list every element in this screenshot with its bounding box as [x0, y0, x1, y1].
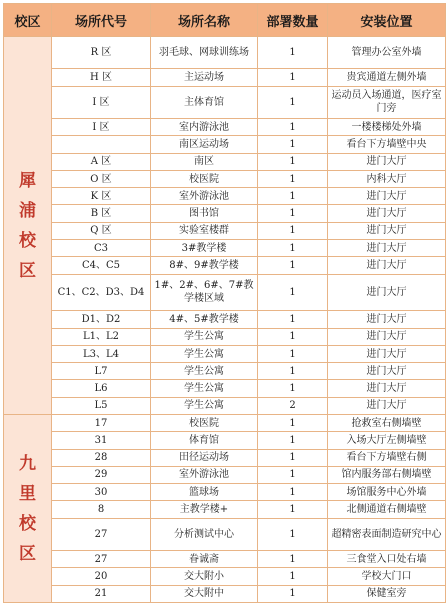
table-row: [4, 119, 446, 136]
table-row: [4, 501, 446, 518]
install-location-cell: 进门大厅: [328, 240, 446, 257]
header-site-code: 场所代号: [52, 4, 151, 37]
site-code-cell: 8: [52, 501, 151, 518]
table-row: [4, 518, 446, 550]
quantity-cell: 1: [258, 415, 328, 432]
quantity-cell: 1: [258, 501, 328, 518]
install-location-cell: 进门大厅: [328, 397, 446, 414]
quantity-cell: 1: [258, 328, 328, 345]
site-code-cell: 21: [52, 585, 151, 602]
site-name-cell: 1#、2#、6#、7#教学楼区域: [151, 274, 258, 311]
table-row: [4, 274, 446, 311]
table-row: [4, 397, 446, 414]
site-code-cell: L1、L2: [52, 328, 151, 345]
install-location-cell: 贵宾通道左侧外墙: [328, 69, 446, 86]
quantity-cell: 1: [258, 257, 328, 274]
table-row: [4, 585, 446, 602]
quantity-cell: 1: [258, 240, 328, 257]
site-name-cell: 实验室楼群: [151, 222, 258, 239]
campus-label-char: 区: [19, 260, 36, 281]
table-row: [4, 432, 446, 449]
site-code-cell: 30: [52, 484, 151, 501]
header-campus: 校区: [4, 4, 52, 37]
site-name-cell: 南区: [151, 153, 258, 170]
install-location-cell: 进门大厅: [328, 380, 446, 397]
install-location-cell: 进门大厅: [328, 222, 446, 239]
site-name-cell: 校医院: [151, 170, 258, 187]
site-code-cell: 27: [52, 551, 151, 568]
install-location-cell: 北侧通道右侧墙壁: [328, 501, 446, 518]
quantity-cell: 1: [258, 518, 328, 550]
table-row: [4, 311, 446, 328]
quantity-cell: 2: [258, 397, 328, 414]
table-row: [4, 380, 446, 397]
quantity-cell: 1: [258, 86, 328, 118]
site-code-cell: D1、D2: [52, 311, 151, 328]
quantity-cell: 1: [258, 585, 328, 602]
site-name-cell: 学生公寓: [151, 397, 258, 414]
install-location-cell: 超精密表面制造研究中心: [328, 518, 446, 550]
campus-label-char: 九: [19, 453, 36, 474]
site-name-cell: 4#、5#教学楼: [151, 311, 258, 328]
install-location-cell: 三食堂入口处右墙: [328, 551, 446, 568]
quantity-cell: 1: [258, 69, 328, 86]
site-code-cell: I 区: [52, 86, 151, 118]
install-location-cell: 进门大厅: [328, 257, 446, 274]
install-location-cell: 进门大厅: [328, 153, 446, 170]
site-name-cell: 学生公寓: [151, 345, 258, 362]
quantity-cell: 1: [258, 345, 328, 362]
header-quantity: 部署数量: [258, 4, 328, 37]
site-code-cell: Q 区: [52, 222, 151, 239]
table-row: [4, 86, 446, 118]
site-name-cell: 分析测试中心: [151, 518, 258, 550]
site-name-cell: 校医院: [151, 415, 258, 432]
site-name-cell: 8#、9#教学楼: [151, 257, 258, 274]
install-location-cell: 内科大厅: [328, 170, 446, 187]
quantity-cell: 1: [258, 432, 328, 449]
header-site-name: 场所名称: [151, 4, 258, 37]
table-row: [4, 568, 446, 585]
table-row: [4, 205, 446, 222]
campus-label-char: 区: [19, 543, 36, 564]
site-code-cell: L7: [52, 363, 151, 380]
site-code-cell: C3: [52, 240, 151, 257]
site-name-cell: 田径运动场: [151, 449, 258, 466]
install-location-cell: 场馆服务中心外墙: [328, 484, 446, 501]
quantity-cell: 1: [258, 188, 328, 205]
site-code-cell: L6: [52, 380, 151, 397]
header-row: [4, 4, 446, 37]
quantity-cell: 1: [258, 119, 328, 136]
quantity-cell: 1: [258, 466, 328, 483]
site-name-cell: 交大附小: [151, 568, 258, 585]
site-name-cell: 主体育馆: [151, 86, 258, 118]
deployment-table-container: [3, 3, 445, 603]
site-code-cell: O 区: [52, 170, 151, 187]
site-code-cell: 31: [52, 432, 151, 449]
table-row: [4, 484, 446, 501]
install-location-cell: 抢救室右侧墙壁: [328, 415, 446, 432]
quantity-cell: 1: [258, 568, 328, 585]
site-code-cell: L5: [52, 397, 151, 414]
install-location-cell: 管理办公室外墙: [328, 37, 446, 69]
site-code-cell: I 区: [52, 119, 151, 136]
install-location-cell: 进门大厅: [328, 274, 446, 311]
campus-label: [4, 415, 52, 603]
table-row: [4, 240, 446, 257]
install-location-cell: 进门大厅: [328, 345, 446, 362]
site-code-cell: H 区: [52, 69, 151, 86]
deployment-table: [3, 3, 446, 603]
site-name-cell: 室外游泳池: [151, 188, 258, 205]
site-name-cell: 南区运动场: [151, 136, 258, 153]
quantity-cell: 1: [258, 380, 328, 397]
install-location-cell: 进门大厅: [328, 205, 446, 222]
campus-label-char: 犀: [19, 170, 36, 191]
install-location-cell: 进门大厅: [328, 311, 446, 328]
table-row: [4, 551, 446, 568]
site-name-cell: 学生公寓: [151, 363, 258, 380]
header-install-location: 安装位置: [328, 4, 446, 37]
table-row: [4, 415, 446, 432]
site-name-cell: 3#教学楼: [151, 240, 258, 257]
table-body: [4, 37, 446, 603]
site-code-cell: A 区: [52, 153, 151, 170]
quantity-cell: 1: [258, 551, 328, 568]
install-location-cell: 馆内服务部右侧墙壁: [328, 466, 446, 483]
quantity-cell: 1: [258, 311, 328, 328]
install-location-cell: 入场大厅左侧墙壁: [328, 432, 446, 449]
site-name-cell: 室内游泳池: [151, 119, 258, 136]
quantity-cell: 1: [258, 274, 328, 311]
install-location-cell: 看台下方墙壁中央: [328, 136, 446, 153]
site-code-cell: C1、C2、D3、D4: [52, 274, 151, 311]
install-location-cell: 运动员入场通道，医疗室门旁: [328, 86, 446, 118]
campus-label-char: 浦: [19, 200, 36, 221]
campus-label-char: 校: [19, 230, 36, 251]
site-name-cell: 体育馆: [151, 432, 258, 449]
campus-label: [4, 37, 52, 415]
install-location-cell: 进门大厅: [328, 363, 446, 380]
quantity-cell: 1: [258, 170, 328, 187]
site-code-cell: 28: [52, 449, 151, 466]
table-row: [4, 466, 446, 483]
quantity-cell: 1: [258, 136, 328, 153]
table-row: [4, 136, 446, 153]
campus-label-char: 校: [19, 513, 36, 534]
site-code-cell: [52, 136, 151, 153]
site-code-cell: 20: [52, 568, 151, 585]
site-name-cell: 交大附中: [151, 585, 258, 602]
site-code-cell: C4、C5: [52, 257, 151, 274]
site-name-cell: 篮球场: [151, 484, 258, 501]
site-code-cell: K 区: [52, 188, 151, 205]
site-name-cell: 学生公寓: [151, 328, 258, 345]
table-row: [4, 188, 446, 205]
install-location-cell: 进门大厅: [328, 188, 446, 205]
table-row: [4, 257, 446, 274]
site-name-cell: 主教学楼+: [151, 501, 258, 518]
site-name-cell: 眷诚斋: [151, 551, 258, 568]
table-row: [4, 69, 446, 86]
table-row: [4, 363, 446, 380]
install-location-cell: 保健室旁: [328, 585, 446, 602]
site-code-cell: 29: [52, 466, 151, 483]
table-row: [4, 449, 446, 466]
site-code-cell: 17: [52, 415, 151, 432]
table-row: [4, 37, 446, 69]
table-row: [4, 345, 446, 362]
quantity-cell: 1: [258, 222, 328, 239]
install-location-cell: 学校大门口: [328, 568, 446, 585]
table-row: [4, 328, 446, 345]
site-name-cell: 羽毛球、网球训练场: [151, 37, 258, 69]
campus-label-char: 里: [19, 483, 36, 504]
quantity-cell: 1: [258, 37, 328, 69]
quantity-cell: 1: [258, 205, 328, 222]
site-code-cell: R 区: [52, 37, 151, 69]
site-code-cell: B 区: [52, 205, 151, 222]
quantity-cell: 1: [258, 484, 328, 501]
site-code-cell: L3、L4: [52, 345, 151, 362]
quantity-cell: 1: [258, 153, 328, 170]
site-name-cell: 学生公寓: [151, 380, 258, 397]
quantity-cell: 1: [258, 363, 328, 380]
site-name-cell: 室外游泳池: [151, 466, 258, 483]
install-location-cell: 一楼楼梯处外墙: [328, 119, 446, 136]
site-code-cell: 27: [52, 518, 151, 550]
install-location-cell: 进门大厅: [328, 328, 446, 345]
table-row: [4, 222, 446, 239]
table-row: [4, 170, 446, 187]
install-location-cell: 看台下方墙壁右侧: [328, 449, 446, 466]
site-name-cell: 主运动场: [151, 69, 258, 86]
site-name-cell: 图书馆: [151, 205, 258, 222]
quantity-cell: 1: [258, 449, 328, 466]
table-row: [4, 153, 446, 170]
